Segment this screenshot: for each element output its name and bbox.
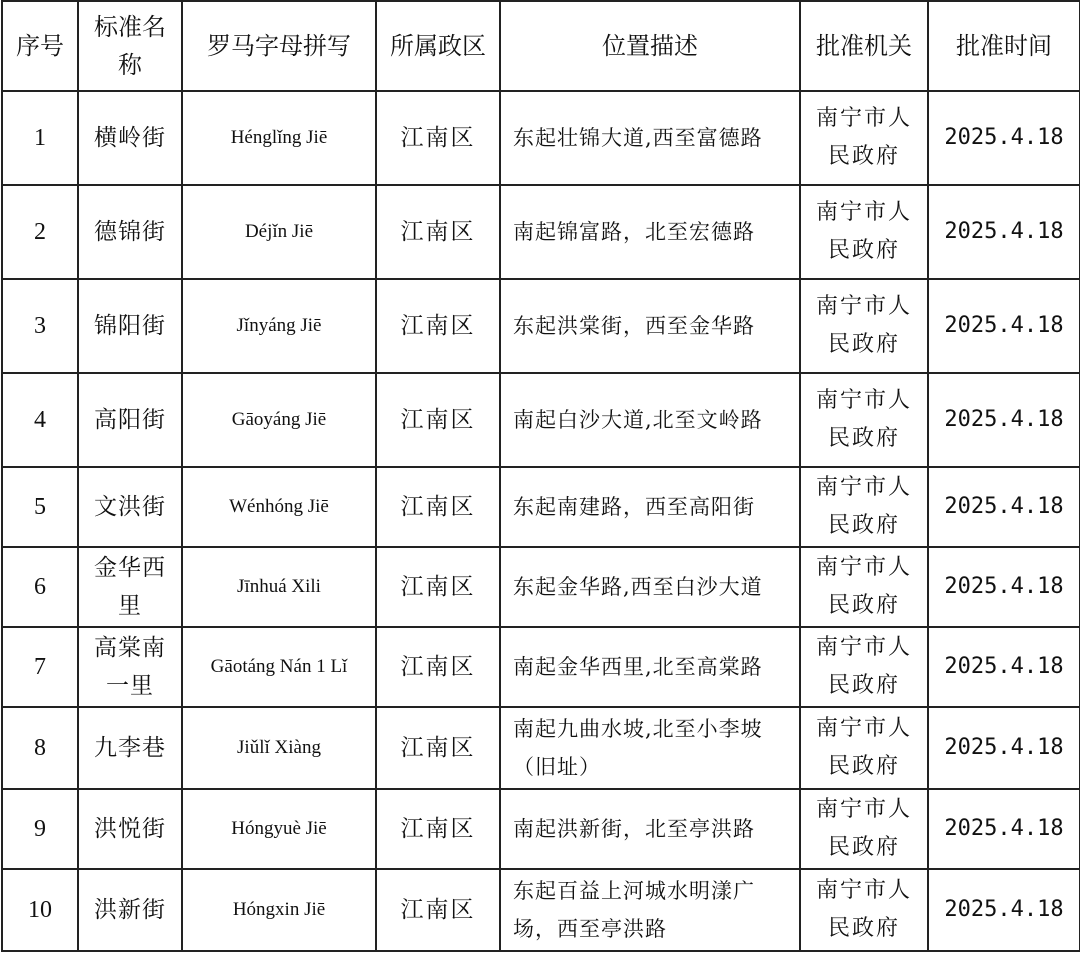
cell-pinyin: Jiǔlǐ Xiàng (182, 707, 376, 789)
cell-authority: 南宁市人民政府 (800, 627, 928, 707)
cell-date: 2025.4.18 (928, 467, 1080, 547)
cell-date: 2025.4.18 (928, 627, 1080, 707)
cell-authority: 南宁市人民政府 (800, 91, 928, 185)
table-row (2, 547, 1080, 627)
cell-index: 4 (2, 373, 78, 467)
cell-authority: 南宁市人民政府 (800, 373, 928, 467)
cell-pinyin: Hénglǐng Jiē (182, 91, 376, 185)
cell-index: 8 (2, 707, 78, 789)
cell-location: 南起锦富路，北至宏德路 (500, 185, 800, 279)
cell-name: 文洪街 (78, 467, 182, 547)
cell-pinyin: Wénhóng Jiē (182, 467, 376, 547)
header-index: 序号 (2, 1, 78, 91)
cell-district: 江南区 (376, 547, 500, 627)
cell-name: 高阳街 (78, 373, 182, 467)
cell-district: 江南区 (376, 279, 500, 373)
header-authority: 批准机关 (800, 1, 928, 91)
cell-district: 江南区 (376, 869, 500, 951)
cell-location: 东起百益上河城水明漾广场，西至亭洪路 (500, 869, 800, 951)
table-row (2, 279, 1080, 373)
cell-district: 江南区 (376, 373, 500, 467)
table-row (2, 869, 1080, 951)
header-name: 标准名称 (78, 1, 182, 91)
cell-district: 江南区 (376, 789, 500, 869)
table-row (2, 91, 1080, 185)
cell-index: 6 (2, 547, 78, 627)
cell-index: 7 (2, 627, 78, 707)
cell-name: 九李巷 (78, 707, 182, 789)
cell-index: 9 (2, 789, 78, 869)
table-row (2, 467, 1080, 547)
table-row (2, 707, 1080, 789)
cell-district: 江南区 (376, 467, 500, 547)
cell-location: 东起壮锦大道,西至富德路 (500, 91, 800, 185)
cell-pinyin: Jǐnyáng Jiē (182, 279, 376, 373)
cell-location: 东起金华路,西至白沙大道 (500, 547, 800, 627)
cell-pinyin: Jīnhuá Xili (182, 547, 376, 627)
cell-pinyin: Déjǐn Jiē (182, 185, 376, 279)
cell-authority: 南宁市人民政府 (800, 869, 928, 951)
cell-district: 江南区 (376, 627, 500, 707)
cell-date: 2025.4.18 (928, 547, 1080, 627)
header-pinyin: 罗马字母拼写 (182, 1, 376, 91)
cell-district: 江南区 (376, 707, 500, 789)
cell-index: 1 (2, 91, 78, 185)
table-header-row (2, 1, 1080, 91)
cell-district: 江南区 (376, 185, 500, 279)
cell-authority: 南宁市人民政府 (800, 185, 928, 279)
cell-location: 南起洪新街，北至亭洪路 (500, 789, 800, 869)
cell-name: 金华西里 (78, 547, 182, 627)
cell-index: 5 (2, 467, 78, 547)
table-row (2, 789, 1080, 869)
cell-date: 2025.4.18 (928, 707, 1080, 789)
street-names-table (1, 0, 1080, 952)
cell-name: 洪新街 (78, 869, 182, 951)
cell-location: 东起洪棠街，西至金华路 (500, 279, 800, 373)
cell-district: 江南区 (376, 91, 500, 185)
cell-location: 东起南建路，西至高阳街 (500, 467, 800, 547)
cell-pinyin: Gāoyáng Jiē (182, 373, 376, 467)
cell-pinyin: Gāotáng Nán 1 Lǐ (182, 627, 376, 707)
cell-date: 2025.4.18 (928, 869, 1080, 951)
cell-pinyin: Hóngyuè Jiē (182, 789, 376, 869)
cell-name: 洪悦街 (78, 789, 182, 869)
header-location: 位置描述 (500, 1, 800, 91)
cell-date: 2025.4.18 (928, 373, 1080, 467)
cell-name: 横岭街 (78, 91, 182, 185)
cell-location: 南起金华西里,北至高棠路 (500, 627, 800, 707)
cell-date: 2025.4.18 (928, 91, 1080, 185)
table-row (2, 627, 1080, 707)
cell-pinyin: Hóngxin Jiē (182, 869, 376, 951)
cell-index: 10 (2, 869, 78, 951)
cell-index: 2 (2, 185, 78, 279)
cell-authority: 南宁市人民政府 (800, 789, 928, 869)
header-district: 所属政区 (376, 1, 500, 91)
cell-authority: 南宁市人民政府 (800, 547, 928, 627)
cell-name: 锦阳街 (78, 279, 182, 373)
table-row (2, 373, 1080, 467)
cell-authority: 南宁市人民政府 (800, 467, 928, 547)
cell-date: 2025.4.18 (928, 185, 1080, 279)
header-date: 批准时间 (928, 1, 1080, 91)
cell-name: 德锦街 (78, 185, 182, 279)
cell-location: 南起白沙大道,北至文岭路 (500, 373, 800, 467)
table-row (2, 185, 1080, 279)
cell-name: 高棠南一里 (78, 627, 182, 707)
cell-authority: 南宁市人民政府 (800, 707, 928, 789)
cell-date: 2025.4.18 (928, 279, 1080, 373)
cell-date: 2025.4.18 (928, 789, 1080, 869)
cell-location: 南起九曲水坡,北至小李坡（旧址） (500, 707, 800, 789)
cell-authority: 南宁市人民政府 (800, 279, 928, 373)
cell-index: 3 (2, 279, 78, 373)
